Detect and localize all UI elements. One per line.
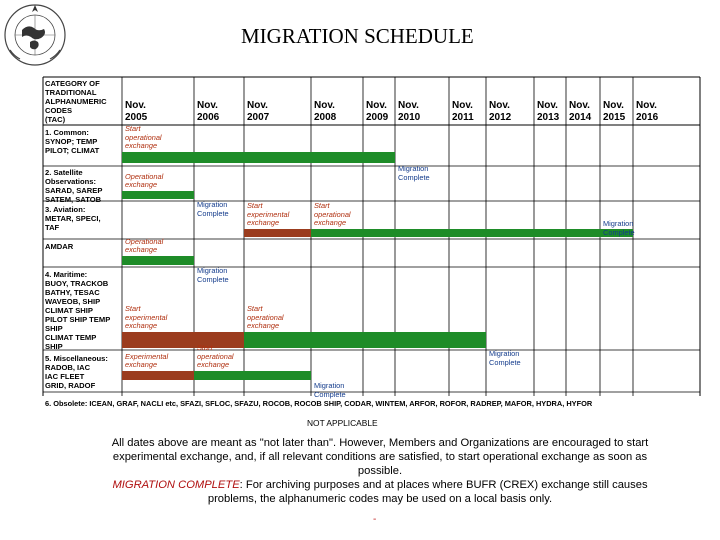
migration-complete-note: Migration Complete <box>197 200 229 218</box>
exchange-note: Start experimental exchange <box>247 201 290 228</box>
migration-complete-note: Migration Complete <box>197 266 229 284</box>
footnote <box>100 436 660 506</box>
operational-exchange-bar <box>122 152 395 163</box>
migration-complete-term: MIGRATION COMPLETE <box>112 479 240 491</box>
year-label: Nov. 2006 <box>197 100 220 123</box>
operational-exchange-bar <box>122 256 194 265</box>
year-label: Nov. 2013 <box>537 100 560 123</box>
footnote-migration <box>100 478 660 506</box>
exchange-note: Start experimental exchange <box>125 304 168 331</box>
migration-complete-note: Migration Complete <box>398 164 430 182</box>
year-label: Nov. 2008 <box>314 100 337 123</box>
footnote-line: All dates above are meant as "not later than". However, Members and Organizations are encouraged to start experimental exchange, and, if all relevant conditions are satisfied, to start operational exchange as soon as possible. <box>111 437 649 477</box>
category-label: 3. Aviation: METAR, SPECI, TAF <box>45 205 101 232</box>
category-label: 1. Common: SYNOP; TEMP PILOT; CLIMAT <box>45 128 100 155</box>
migration-complete-note: Migration Complete <box>489 349 521 367</box>
exchange-note: Start operational exchange <box>197 343 234 370</box>
operational-exchange-bar <box>122 191 194 199</box>
category-label: 5. Miscellaneous: RADOB, IAC IAC FLEET GRID, RADOF <box>45 354 108 390</box>
exchange-note: Start operational exchange <box>247 304 284 331</box>
exchange-note: Experimental exchange <box>125 351 169 370</box>
year-label: Nov. 2016 <box>636 100 659 123</box>
exchange-note: Start operational exchange <box>125 124 162 151</box>
year-label: Nov. 2014 <box>569 100 592 123</box>
experimental-exchange-bar <box>122 371 194 380</box>
year-label: Nov. 2010 <box>398 100 421 123</box>
footer-mark: - <box>373 514 377 525</box>
operational-exchange-bar <box>311 229 633 237</box>
year-label: Nov. 2007 <box>247 100 270 123</box>
year-label: Nov. 2009 <box>366 100 389 123</box>
migration-complete-note: Migration Complete <box>314 381 346 399</box>
experimental-exchange-bar <box>244 229 311 237</box>
year-label: Nov. 2005 <box>125 100 148 123</box>
category-label: 2. Satellite Observations: SARAD, SAREP SATEM, SATOB <box>45 168 103 204</box>
exchange-note: Start operational exchange <box>314 201 351 228</box>
category-label: AMDAR <box>45 242 74 251</box>
page-title: MIGRATION SCHEDULE <box>241 24 474 48</box>
not-applicable-label: NOT APPLICABLE <box>307 418 378 428</box>
migration-complete-note: Migration Complete <box>603 219 635 237</box>
migration-complete-text: : For archiving purposes and at places where BUFR (CREX) exchange still causes problems, the alphanumeric codes may be used on a local basis only. <box>207 479 648 505</box>
operational-exchange-bar <box>194 371 311 380</box>
exchange-note: Operational exchange <box>125 171 164 190</box>
category-header: CATEGORY OF TRADITIONAL ALPHANUMERIC CODES (TAC) <box>45 79 107 124</box>
year-label: Nov. 2012 <box>489 100 512 123</box>
year-label: Nov. 2011 <box>452 100 474 123</box>
operational-exchange-bar <box>244 332 486 348</box>
obsolete-codes: 6. Obsolete: ICEAN, GRAF, NACLI etc, SFAZI, SFLOC, SFAZU, ROCOB, ROCOB SHIP, CODAR, WINTEM, ARFOR, ROFOR, RADREP, MAFOR, HYDRA, HYFOR <box>45 399 593 408</box>
exchange-note: Operational exchange <box>125 236 164 255</box>
category-label: 4. Maritime: BUOY, TRACKOB BATHY, TESAC WAVEOB, SHIP CLIMAT SHIP PILOT SHIP TEMP SHIP CLIMAT TEMP SHIP <box>45 270 111 351</box>
year-label: Nov. 2015 <box>603 100 626 123</box>
